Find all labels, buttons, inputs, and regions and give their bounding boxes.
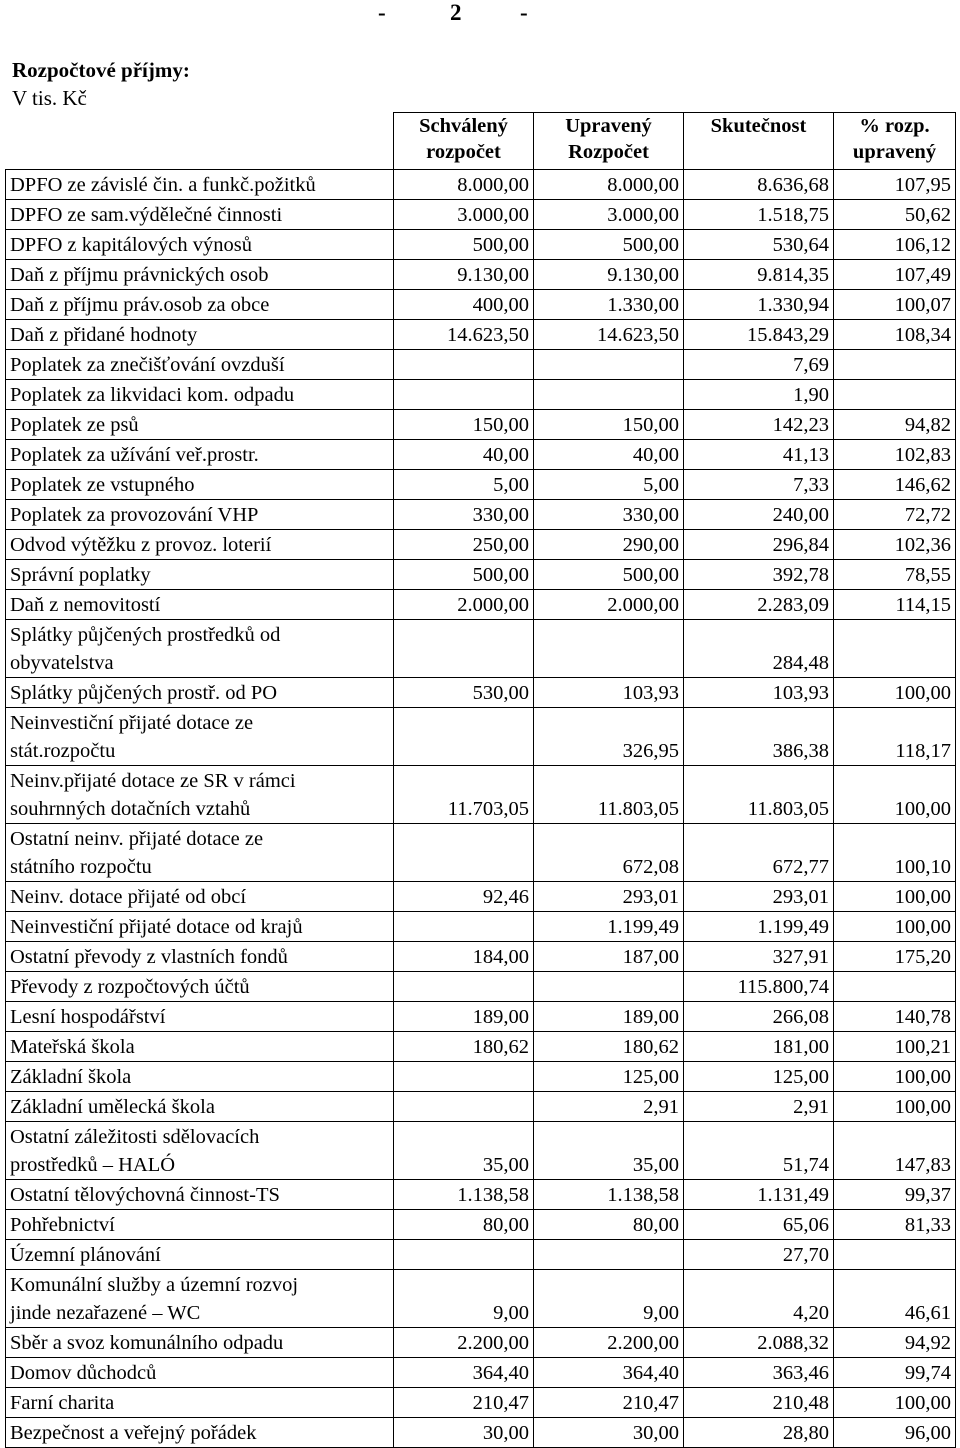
row-label xyxy=(6,1092,394,1122)
row-label-text: státního rozpočtu xyxy=(10,856,152,878)
table-row xyxy=(6,1388,956,1418)
row-label xyxy=(6,470,394,500)
cell-skutecnost: 266,08 xyxy=(684,1002,834,1032)
row-label-text: Neinvestiční přijaté dotace od krajů xyxy=(10,916,303,938)
cell-skutecnost: 363,46 xyxy=(684,1358,834,1388)
cell-upraveny xyxy=(534,350,684,380)
cell-schvaleny: 364,40 xyxy=(394,1358,534,1388)
table-row xyxy=(6,320,956,350)
row-label-text: Správní poplatky xyxy=(10,564,151,586)
table-row xyxy=(6,1122,956,1180)
cell-procento: 140,78 xyxy=(834,1002,956,1032)
header-text: Rozpočet xyxy=(568,141,649,163)
table-row xyxy=(6,440,956,470)
table-row xyxy=(6,380,956,410)
cell-skutecnost: 530,64 xyxy=(684,230,834,260)
table-row xyxy=(6,470,956,500)
page-number xyxy=(0,0,960,26)
cell-schvaleny xyxy=(394,350,534,380)
cell-schvaleny: 1.138,58 xyxy=(394,1180,534,1210)
row-label xyxy=(6,560,394,590)
page-number-dash-left: - xyxy=(378,0,386,25)
row-label-text: Pohřebnictví xyxy=(10,1214,115,1236)
table-row xyxy=(6,260,956,290)
table-row xyxy=(6,620,956,678)
cell-upraveny: 40,00 xyxy=(534,440,684,470)
cell-upraveny: 293,01 xyxy=(534,882,684,912)
row-label xyxy=(6,320,394,350)
table-row xyxy=(6,1062,956,1092)
row-label xyxy=(6,380,394,410)
row-label-text: Ostatní neinv. přijaté dotace ze xyxy=(10,828,264,850)
row-label xyxy=(6,230,394,260)
header-text: Skutečnost xyxy=(710,115,807,137)
row-label xyxy=(6,1122,394,1180)
row-label xyxy=(6,170,394,200)
table-body xyxy=(6,170,956,1448)
cell-procento: 107,49 xyxy=(834,260,956,290)
cell-procento: 106,12 xyxy=(834,230,956,260)
cell-schvaleny: 8.000,00 xyxy=(394,170,534,200)
row-label-text: Odvod výtěžku z provoz. loterií xyxy=(10,534,272,556)
cell-schvaleny xyxy=(394,708,534,766)
cell-upraveny: 500,00 xyxy=(534,230,684,260)
cell-skutecnost: 7,69 xyxy=(684,350,834,380)
cell-upraveny: 5,00 xyxy=(534,470,684,500)
cell-schvaleny: 184,00 xyxy=(394,942,534,972)
cell-upraveny: 35,00 xyxy=(534,1122,684,1180)
header-skutecnost xyxy=(684,113,834,170)
cell-schvaleny: 9.130,00 xyxy=(394,260,534,290)
cell-upraveny: 11.803,05 xyxy=(534,766,684,824)
cell-schvaleny: 14.623,50 xyxy=(394,320,534,350)
cell-skutecnost: 65,06 xyxy=(684,1210,834,1240)
cell-schvaleny xyxy=(394,824,534,882)
cell-procento: 108,34 xyxy=(834,320,956,350)
table-row xyxy=(6,560,956,590)
cell-skutecnost: 11.803,05 xyxy=(684,766,834,824)
cell-procento: 118,17 xyxy=(834,708,956,766)
cell-upraveny: 189,00 xyxy=(534,1002,684,1032)
cell-procento: 114,15 xyxy=(834,590,956,620)
row-label-text: Domov důchodců xyxy=(10,1362,157,1384)
cell-upraveny: 672,08 xyxy=(534,824,684,882)
row-label xyxy=(6,590,394,620)
cell-procento: 81,33 xyxy=(834,1210,956,1240)
cell-upraveny: 14.623,50 xyxy=(534,320,684,350)
header-text: rozpočet xyxy=(426,141,501,163)
cell-procento: 107,95 xyxy=(834,170,956,200)
row-label-text: Základní škola xyxy=(10,1066,132,1088)
cell-schvaleny xyxy=(394,1062,534,1092)
cell-upraveny: 103,93 xyxy=(534,678,684,708)
cell-skutecnost: 2.088,32 xyxy=(684,1328,834,1358)
cell-skutecnost: 9.814,35 xyxy=(684,260,834,290)
table-row xyxy=(6,1002,956,1032)
table-row xyxy=(6,500,956,530)
header-procento xyxy=(834,113,956,170)
row-label-text: Ostatní převody z vlastních fondů xyxy=(10,946,288,968)
cell-schvaleny: 330,00 xyxy=(394,500,534,530)
row-label-text: Poplatek ze vstupného xyxy=(10,474,195,496)
cell-schvaleny: 400,00 xyxy=(394,290,534,320)
row-label xyxy=(6,1032,394,1062)
row-label-text: Poplatek ze psů xyxy=(10,414,139,436)
page-number-value: 2 xyxy=(450,0,462,25)
cell-schvaleny xyxy=(394,912,534,942)
row-label-text: souhrnných dotačních vztahů xyxy=(10,798,251,820)
header-label-empty xyxy=(6,113,394,170)
row-label-text: Komunální služby a územní rozvoj xyxy=(10,1274,299,1296)
table-row xyxy=(6,590,956,620)
row-label xyxy=(6,678,394,708)
cell-upraveny: 1.199,49 xyxy=(534,912,684,942)
cell-upraveny: 187,00 xyxy=(534,942,684,972)
cell-upraveny: 180,62 xyxy=(534,1032,684,1062)
table-row xyxy=(6,1358,956,1388)
row-label-text: Bezpečnost a veřejný pořádek xyxy=(10,1422,257,1444)
row-label xyxy=(6,1328,394,1358)
cell-skutecnost: 1.330,94 xyxy=(684,290,834,320)
cell-schvaleny: 180,62 xyxy=(394,1032,534,1062)
cell-procento: 100,00 xyxy=(834,678,956,708)
cell-skutecnost: 1,90 xyxy=(684,380,834,410)
cell-skutecnost: 15.843,29 xyxy=(684,320,834,350)
table-row xyxy=(6,678,956,708)
cell-procento: 100,07 xyxy=(834,290,956,320)
row-label-text: jinde nezařazené – WC xyxy=(10,1302,201,1324)
row-label-text: Základní umělecká škola xyxy=(10,1096,215,1118)
table-row xyxy=(6,350,956,380)
cell-procento: 100,00 xyxy=(834,1092,956,1122)
cell-skutecnost: 2.283,09 xyxy=(684,590,834,620)
cell-schvaleny xyxy=(394,1092,534,1122)
row-label-text: Neinvestiční přijaté dotace ze xyxy=(10,712,254,734)
row-label xyxy=(6,1062,394,1092)
cell-skutecnost: 327,91 xyxy=(684,942,834,972)
cell-skutecnost: 181,00 xyxy=(684,1032,834,1062)
cell-schvaleny: 210,47 xyxy=(394,1388,534,1418)
cell-upraveny: 9.130,00 xyxy=(534,260,684,290)
row-label xyxy=(6,912,394,942)
row-label-text: Lesní hospodářství xyxy=(10,1006,166,1028)
cell-schvaleny: 80,00 xyxy=(394,1210,534,1240)
cell-schvaleny xyxy=(394,1240,534,1270)
row-label-text: DPFO ze závislé čin. a funkč.požitků xyxy=(10,174,316,196)
cell-upraveny: 330,00 xyxy=(534,500,684,530)
table-row xyxy=(6,766,956,824)
table-header-row xyxy=(6,113,956,170)
cell-upraveny: 1.138,58 xyxy=(534,1180,684,1210)
row-label xyxy=(6,882,394,912)
row-label xyxy=(6,1388,394,1418)
cell-skutecnost: 7,33 xyxy=(684,470,834,500)
row-label-text: Sběr a svoz komunálního odpadu xyxy=(10,1332,284,1354)
cell-skutecnost: 125,00 xyxy=(684,1062,834,1092)
table-row xyxy=(6,1418,956,1448)
cell-upraveny: 210,47 xyxy=(534,1388,684,1418)
row-label-text: Splátky půjčených prostř. od PO xyxy=(10,682,278,704)
cell-schvaleny: 500,00 xyxy=(394,230,534,260)
header-schvaleny xyxy=(394,113,534,170)
cell-procento: 72,72 xyxy=(834,500,956,530)
cell-skutecnost: 240,00 xyxy=(684,500,834,530)
row-label-text: Poplatek za likvidaci kom. odpadu xyxy=(10,384,295,406)
cell-procento: 100,00 xyxy=(834,1388,956,1418)
row-label xyxy=(6,942,394,972)
row-label xyxy=(6,1210,394,1240)
row-label-text: Daň z příjmu práv.osob za obce xyxy=(10,294,270,316)
section-title: Rozpočtové příjmy: xyxy=(12,58,190,82)
cell-skutecnost: 142,23 xyxy=(684,410,834,440)
section-heading xyxy=(12,56,190,112)
row-label-text: Neinv. dotace přijaté od obcí xyxy=(10,886,247,908)
cell-schvaleny: 9,00 xyxy=(394,1270,534,1328)
table-row xyxy=(6,824,956,882)
table-row xyxy=(6,200,956,230)
cell-upraveny xyxy=(534,380,684,410)
cell-skutecnost: 672,77 xyxy=(684,824,834,882)
cell-skutecnost: 41,13 xyxy=(684,440,834,470)
cell-schvaleny xyxy=(394,620,534,678)
row-label xyxy=(6,620,394,678)
row-label-text: obyvatelstva xyxy=(10,652,114,674)
row-label xyxy=(6,1270,394,1328)
cell-schvaleny xyxy=(394,972,534,1002)
cell-schvaleny: 150,00 xyxy=(394,410,534,440)
cell-procento: 100,00 xyxy=(834,882,956,912)
cell-procento: 102,83 xyxy=(834,440,956,470)
page-number-dash-right: - xyxy=(520,0,528,25)
cell-upraveny: 1.330,00 xyxy=(534,290,684,320)
row-label xyxy=(6,350,394,380)
row-label-text: Daň z příjmu právnických osob xyxy=(10,264,269,286)
row-label-text: Farní charita xyxy=(10,1392,115,1414)
cell-procento: 78,55 xyxy=(834,560,956,590)
table-row xyxy=(6,1032,956,1062)
row-label-text: Převody z rozpočtových účtů xyxy=(10,976,250,998)
cell-skutecnost: 386,38 xyxy=(684,708,834,766)
cell-upraveny: 30,00 xyxy=(534,1418,684,1448)
cell-skutecnost: 1.131,49 xyxy=(684,1180,834,1210)
row-label xyxy=(6,824,394,882)
cell-procento: 175,20 xyxy=(834,942,956,972)
row-label-text: Neinv.přijaté dotace ze SR v rámci xyxy=(10,770,296,792)
cell-procento: 100,21 xyxy=(834,1032,956,1062)
cell-procento: 102,36 xyxy=(834,530,956,560)
row-label-text: DPFO ze sam.výdělečné činnosti xyxy=(10,204,283,226)
table-row xyxy=(6,882,956,912)
cell-schvaleny: 3.000,00 xyxy=(394,200,534,230)
cell-upraveny: 2.200,00 xyxy=(534,1328,684,1358)
row-label xyxy=(6,440,394,470)
cell-procento: 94,82 xyxy=(834,410,956,440)
table-row xyxy=(6,230,956,260)
row-label xyxy=(6,410,394,440)
cell-procento: 50,62 xyxy=(834,200,956,230)
cell-schvaleny: 5,00 xyxy=(394,470,534,500)
cell-procento: 100,00 xyxy=(834,766,956,824)
cell-skutecnost: 1.199,49 xyxy=(684,912,834,942)
cell-schvaleny: 2.000,00 xyxy=(394,590,534,620)
cell-procento: 146,62 xyxy=(834,470,956,500)
cell-upraveny: 2,91 xyxy=(534,1092,684,1122)
row-label-text: Poplatek za provozování VHP xyxy=(10,504,259,526)
cell-procento: 99,74 xyxy=(834,1358,956,1388)
cell-schvaleny: 40,00 xyxy=(394,440,534,470)
cell-procento: 99,37 xyxy=(834,1180,956,1210)
row-label xyxy=(6,530,394,560)
row-label-text: Splátky půjčených prostředků od xyxy=(10,624,281,646)
row-label xyxy=(6,200,394,230)
cell-skutecnost: 28,80 xyxy=(684,1418,834,1448)
cell-upraveny: 80,00 xyxy=(534,1210,684,1240)
cell-schvaleny: 35,00 xyxy=(394,1122,534,1180)
cell-upraveny: 2.000,00 xyxy=(534,590,684,620)
header-text: Upravený xyxy=(565,115,652,137)
cell-upraveny xyxy=(534,972,684,1002)
table-row xyxy=(6,942,956,972)
cell-procento: 100,00 xyxy=(834,912,956,942)
row-label xyxy=(6,260,394,290)
row-label xyxy=(6,500,394,530)
cell-procento: 96,00 xyxy=(834,1418,956,1448)
cell-upraveny xyxy=(534,1240,684,1270)
table-row xyxy=(6,1210,956,1240)
cell-skutecnost: 293,01 xyxy=(684,882,834,912)
cell-upraveny: 364,40 xyxy=(534,1358,684,1388)
cell-upraveny: 150,00 xyxy=(534,410,684,440)
row-label xyxy=(6,1180,394,1210)
cell-schvaleny: 30,00 xyxy=(394,1418,534,1448)
row-label xyxy=(6,290,394,320)
cell-schvaleny: 250,00 xyxy=(394,530,534,560)
table-row xyxy=(6,290,956,320)
table-row xyxy=(6,972,956,1002)
budget-income-table xyxy=(5,112,956,1448)
row-label xyxy=(6,1358,394,1388)
cell-skutecnost: 8.636,68 xyxy=(684,170,834,200)
header-text: % rozp. xyxy=(859,115,930,137)
header-upraveny xyxy=(534,113,684,170)
cell-upraveny: 290,00 xyxy=(534,530,684,560)
cell-skutecnost: 115.800,74 xyxy=(684,972,834,1002)
table-row xyxy=(6,1180,956,1210)
cell-schvaleny: 500,00 xyxy=(394,560,534,590)
cell-procento xyxy=(834,350,956,380)
cell-upraveny xyxy=(534,620,684,678)
cell-skutecnost: 27,70 xyxy=(684,1240,834,1270)
units-note: V tis. Kč xyxy=(12,86,87,110)
cell-procento: 100,00 xyxy=(834,1062,956,1092)
cell-upraveny: 125,00 xyxy=(534,1062,684,1092)
cell-procento: 46,61 xyxy=(834,1270,956,1328)
cell-skutecnost: 392,78 xyxy=(684,560,834,590)
row-label-text: Poplatek za znečišťování ovzduší xyxy=(10,354,285,376)
row-label xyxy=(6,972,394,1002)
cell-skutecnost: 103,93 xyxy=(684,678,834,708)
row-label-text: Daň z nemovitostí xyxy=(10,594,161,616)
row-label-text: Poplatek za užívání veř.prostr. xyxy=(10,444,259,466)
cell-procento: 94,92 xyxy=(834,1328,956,1358)
cell-skutecnost: 296,84 xyxy=(684,530,834,560)
cell-schvaleny: 189,00 xyxy=(394,1002,534,1032)
cell-skutecnost: 51,74 xyxy=(684,1122,834,1180)
row-label-text: Ostatní záležitosti sdělovacích xyxy=(10,1126,260,1148)
cell-skutecnost: 1.518,75 xyxy=(684,200,834,230)
table-row xyxy=(6,410,956,440)
row-label-text: Územní plánování xyxy=(10,1244,161,1266)
cell-schvaleny xyxy=(394,380,534,410)
row-label-text: stát.rozpočtu xyxy=(10,740,116,762)
cell-schvaleny: 11.703,05 xyxy=(394,766,534,824)
cell-upraveny: 3.000,00 xyxy=(534,200,684,230)
cell-procento xyxy=(834,380,956,410)
row-label xyxy=(6,1418,394,1448)
cell-schvaleny: 92,46 xyxy=(394,882,534,912)
table-row xyxy=(6,1092,956,1122)
cell-procento xyxy=(834,620,956,678)
cell-procento xyxy=(834,972,956,1002)
row-label xyxy=(6,766,394,824)
table-row xyxy=(6,1240,956,1270)
table-row xyxy=(6,1270,956,1328)
table-row xyxy=(6,912,956,942)
cell-upraveny: 8.000,00 xyxy=(534,170,684,200)
row-label-text: Daň z přidané hodnoty xyxy=(10,324,198,346)
cell-skutecnost: 284,48 xyxy=(684,620,834,678)
table-row xyxy=(6,170,956,200)
header-text: Schválený xyxy=(419,115,508,137)
cell-upraveny: 9,00 xyxy=(534,1270,684,1328)
cell-procento xyxy=(834,1240,956,1270)
row-label-text: prostředků – HALÓ xyxy=(10,1154,176,1176)
row-label xyxy=(6,1002,394,1032)
table-row xyxy=(6,708,956,766)
cell-upraveny: 326,95 xyxy=(534,708,684,766)
cell-upraveny: 500,00 xyxy=(534,560,684,590)
row-label-text: Ostatní tělovýchovná činnost-TS xyxy=(10,1184,280,1206)
cell-skutecnost: 2,91 xyxy=(684,1092,834,1122)
cell-skutecnost: 4,20 xyxy=(684,1270,834,1328)
row-label xyxy=(6,1240,394,1270)
row-label-text: DPFO z kapitálových výnosů xyxy=(10,234,252,256)
row-label-text: Mateřská škola xyxy=(10,1036,135,1058)
cell-procento: 100,10 xyxy=(834,824,956,882)
cell-procento: 147,83 xyxy=(834,1122,956,1180)
cell-schvaleny: 2.200,00 xyxy=(394,1328,534,1358)
table-row xyxy=(6,1328,956,1358)
header-text: upravený xyxy=(852,141,937,163)
cell-schvaleny: 530,00 xyxy=(394,678,534,708)
cell-skutecnost: 210,48 xyxy=(684,1388,834,1418)
row-label xyxy=(6,708,394,766)
table-row xyxy=(6,530,956,560)
